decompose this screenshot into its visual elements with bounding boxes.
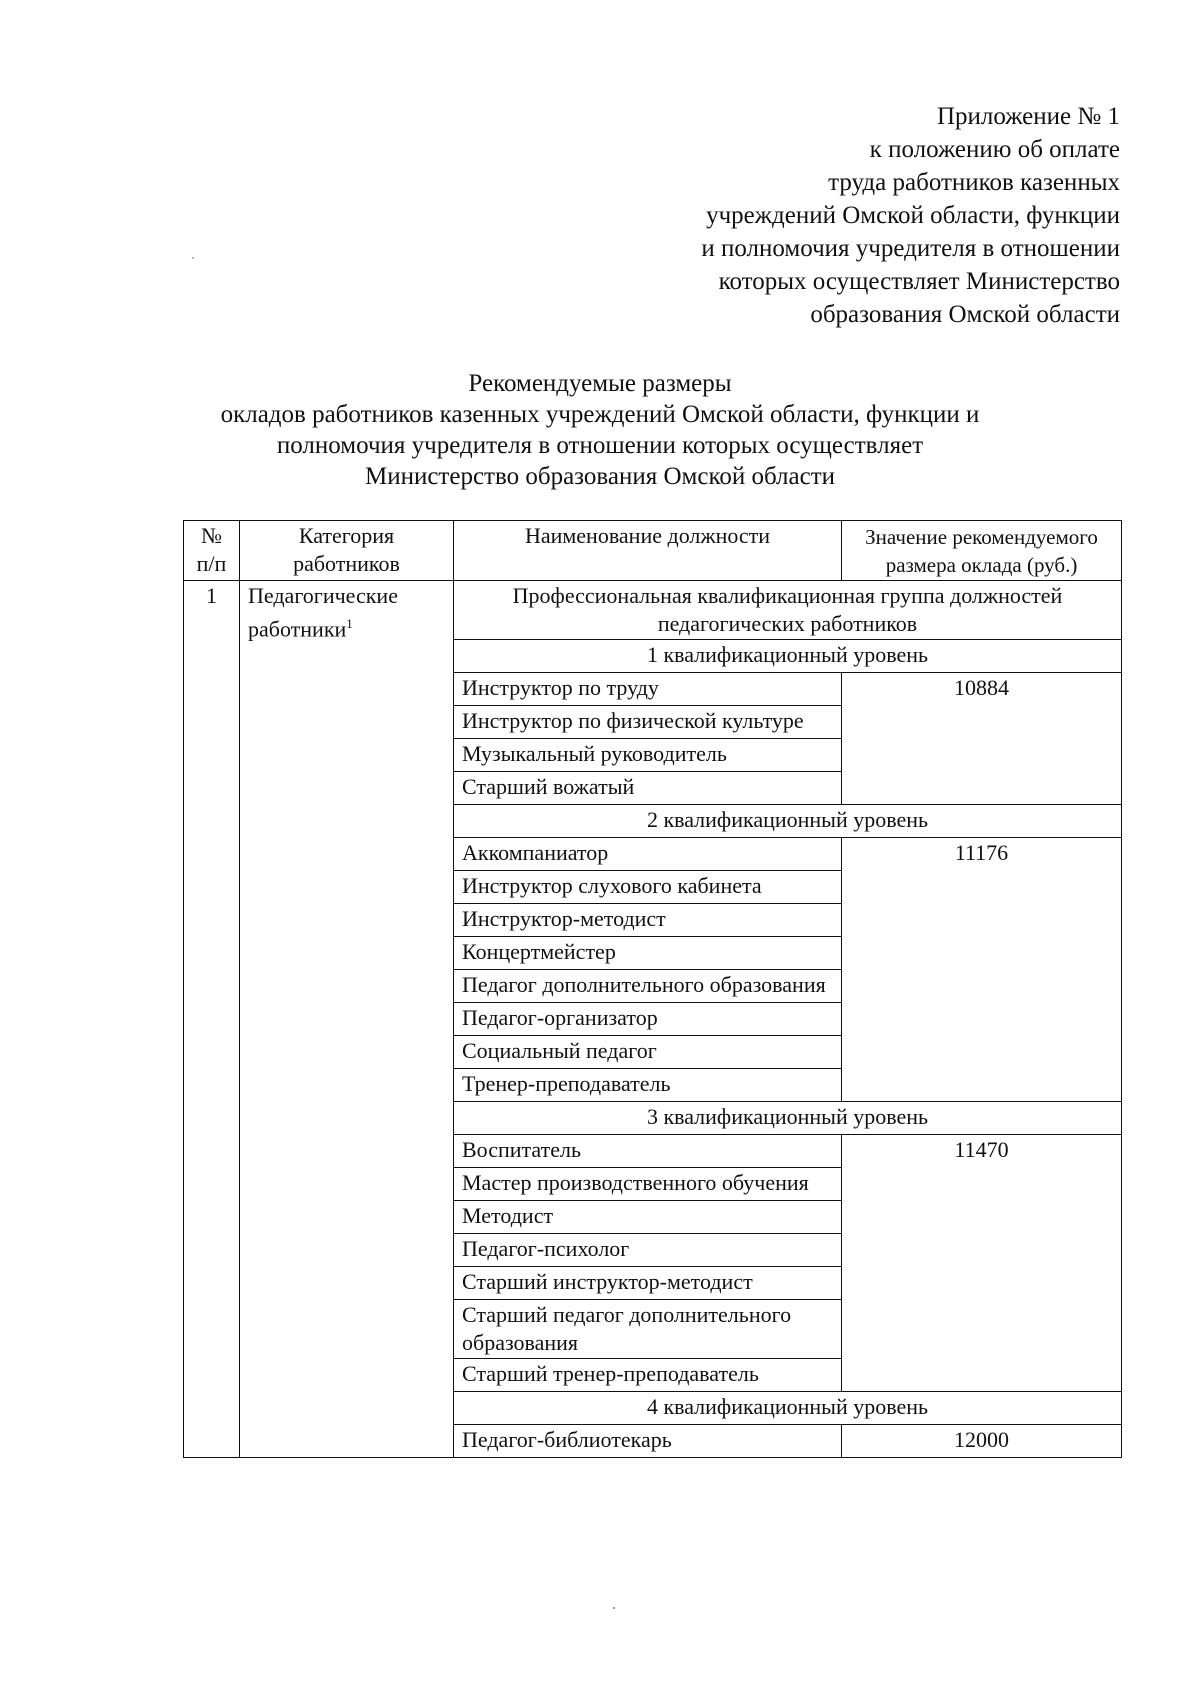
- appendix-line: и полномочия учредителя в отношении: [701, 235, 1120, 262]
- header-category: Категория работников: [240, 521, 454, 581]
- position-name: Старший тренер-преподаватель: [454, 1359, 842, 1392]
- appendix-line: к положению об оплате: [869, 136, 1120, 163]
- level-title: 3 квалификационный уровень: [454, 1102, 1122, 1135]
- scan-dot: [613, 1607, 615, 1609]
- position-name: Педагог-библиотекарь: [454, 1425, 842, 1458]
- salary-value: 11176: [842, 838, 1122, 1102]
- position-name: Старший вожатый: [454, 772, 842, 805]
- position-name: Инструктор по труду: [454, 673, 842, 706]
- appendix-line: учреждений Омской области, функции: [706, 202, 1120, 229]
- position-name: Педагог-организатор: [454, 1003, 842, 1036]
- appendix-line: образования Омской области: [810, 301, 1120, 328]
- category-text: Педагогические работники: [248, 583, 398, 642]
- group-row: [184, 581, 1122, 640]
- salary-value: 12000: [842, 1425, 1122, 1458]
- category-footnote: 1: [346, 616, 353, 631]
- position-name: Мастер производственного обучения: [454, 1168, 842, 1201]
- salary-value: 10884: [842, 673, 1122, 805]
- position-name: Воспитатель: [454, 1135, 842, 1168]
- position-name: Старший педагог дополнительного образования: [454, 1300, 842, 1359]
- title-line: окладов работников казенных учреждений Омской области, функции и: [220, 401, 980, 428]
- title-line: Рекомендуемые размеры: [468, 370, 732, 397]
- level-title: 1 квалификационный уровень: [454, 640, 1122, 673]
- salary-table: [183, 520, 1122, 1458]
- header-row: [184, 521, 1122, 581]
- title-line: полномочия учредителя в отношении которых осуществляет: [276, 432, 924, 459]
- document-title: [0, 368, 1200, 492]
- position-name: Инструктор-методист: [454, 904, 842, 937]
- position-name: Инструктор слухового кабинета: [454, 871, 842, 904]
- scan-speck: [192, 257, 194, 259]
- appendix-line: которых осуществляет Министерство: [718, 268, 1120, 295]
- salary-value: 11470: [842, 1135, 1122, 1392]
- header-number: № п/п: [184, 521, 240, 581]
- position-name: Старший инструктор-методист: [454, 1267, 842, 1300]
- position-name: Педагог дополнительного образования: [454, 970, 842, 1003]
- position-name: Музыкальный руководитель: [454, 739, 842, 772]
- category-cell: [240, 581, 454, 1458]
- appendix-header: [701, 100, 1120, 331]
- position-name: Аккомпаниатор: [454, 838, 842, 871]
- position-name: Социальный педагог: [454, 1036, 842, 1069]
- header-position: Наименование должности: [454, 521, 842, 581]
- position-name: Педагог-психолог: [454, 1234, 842, 1267]
- position-name: Методист: [454, 1201, 842, 1234]
- appendix-line: труда работников казенных: [828, 169, 1120, 196]
- appendix-line: Приложение № 1: [936, 103, 1120, 130]
- position-name: Концертмейстер: [454, 937, 842, 970]
- position-name: Инструктор по физической культуре: [454, 706, 842, 739]
- level-title: 2 квалификационный уровень: [454, 805, 1122, 838]
- header-value: Значение рекомендуемого размера оклада (руб.): [842, 521, 1122, 581]
- position-name: Тренер-преподаватель: [454, 1069, 842, 1102]
- group-title: Профессиональная квалификационная группа должностей педагогических работников: [454, 581, 1122, 640]
- title-line: Министерство образования Омской области: [364, 463, 836, 490]
- row-number: 1: [184, 581, 240, 1458]
- level-title: 4 квалификационный уровень: [454, 1392, 1122, 1425]
